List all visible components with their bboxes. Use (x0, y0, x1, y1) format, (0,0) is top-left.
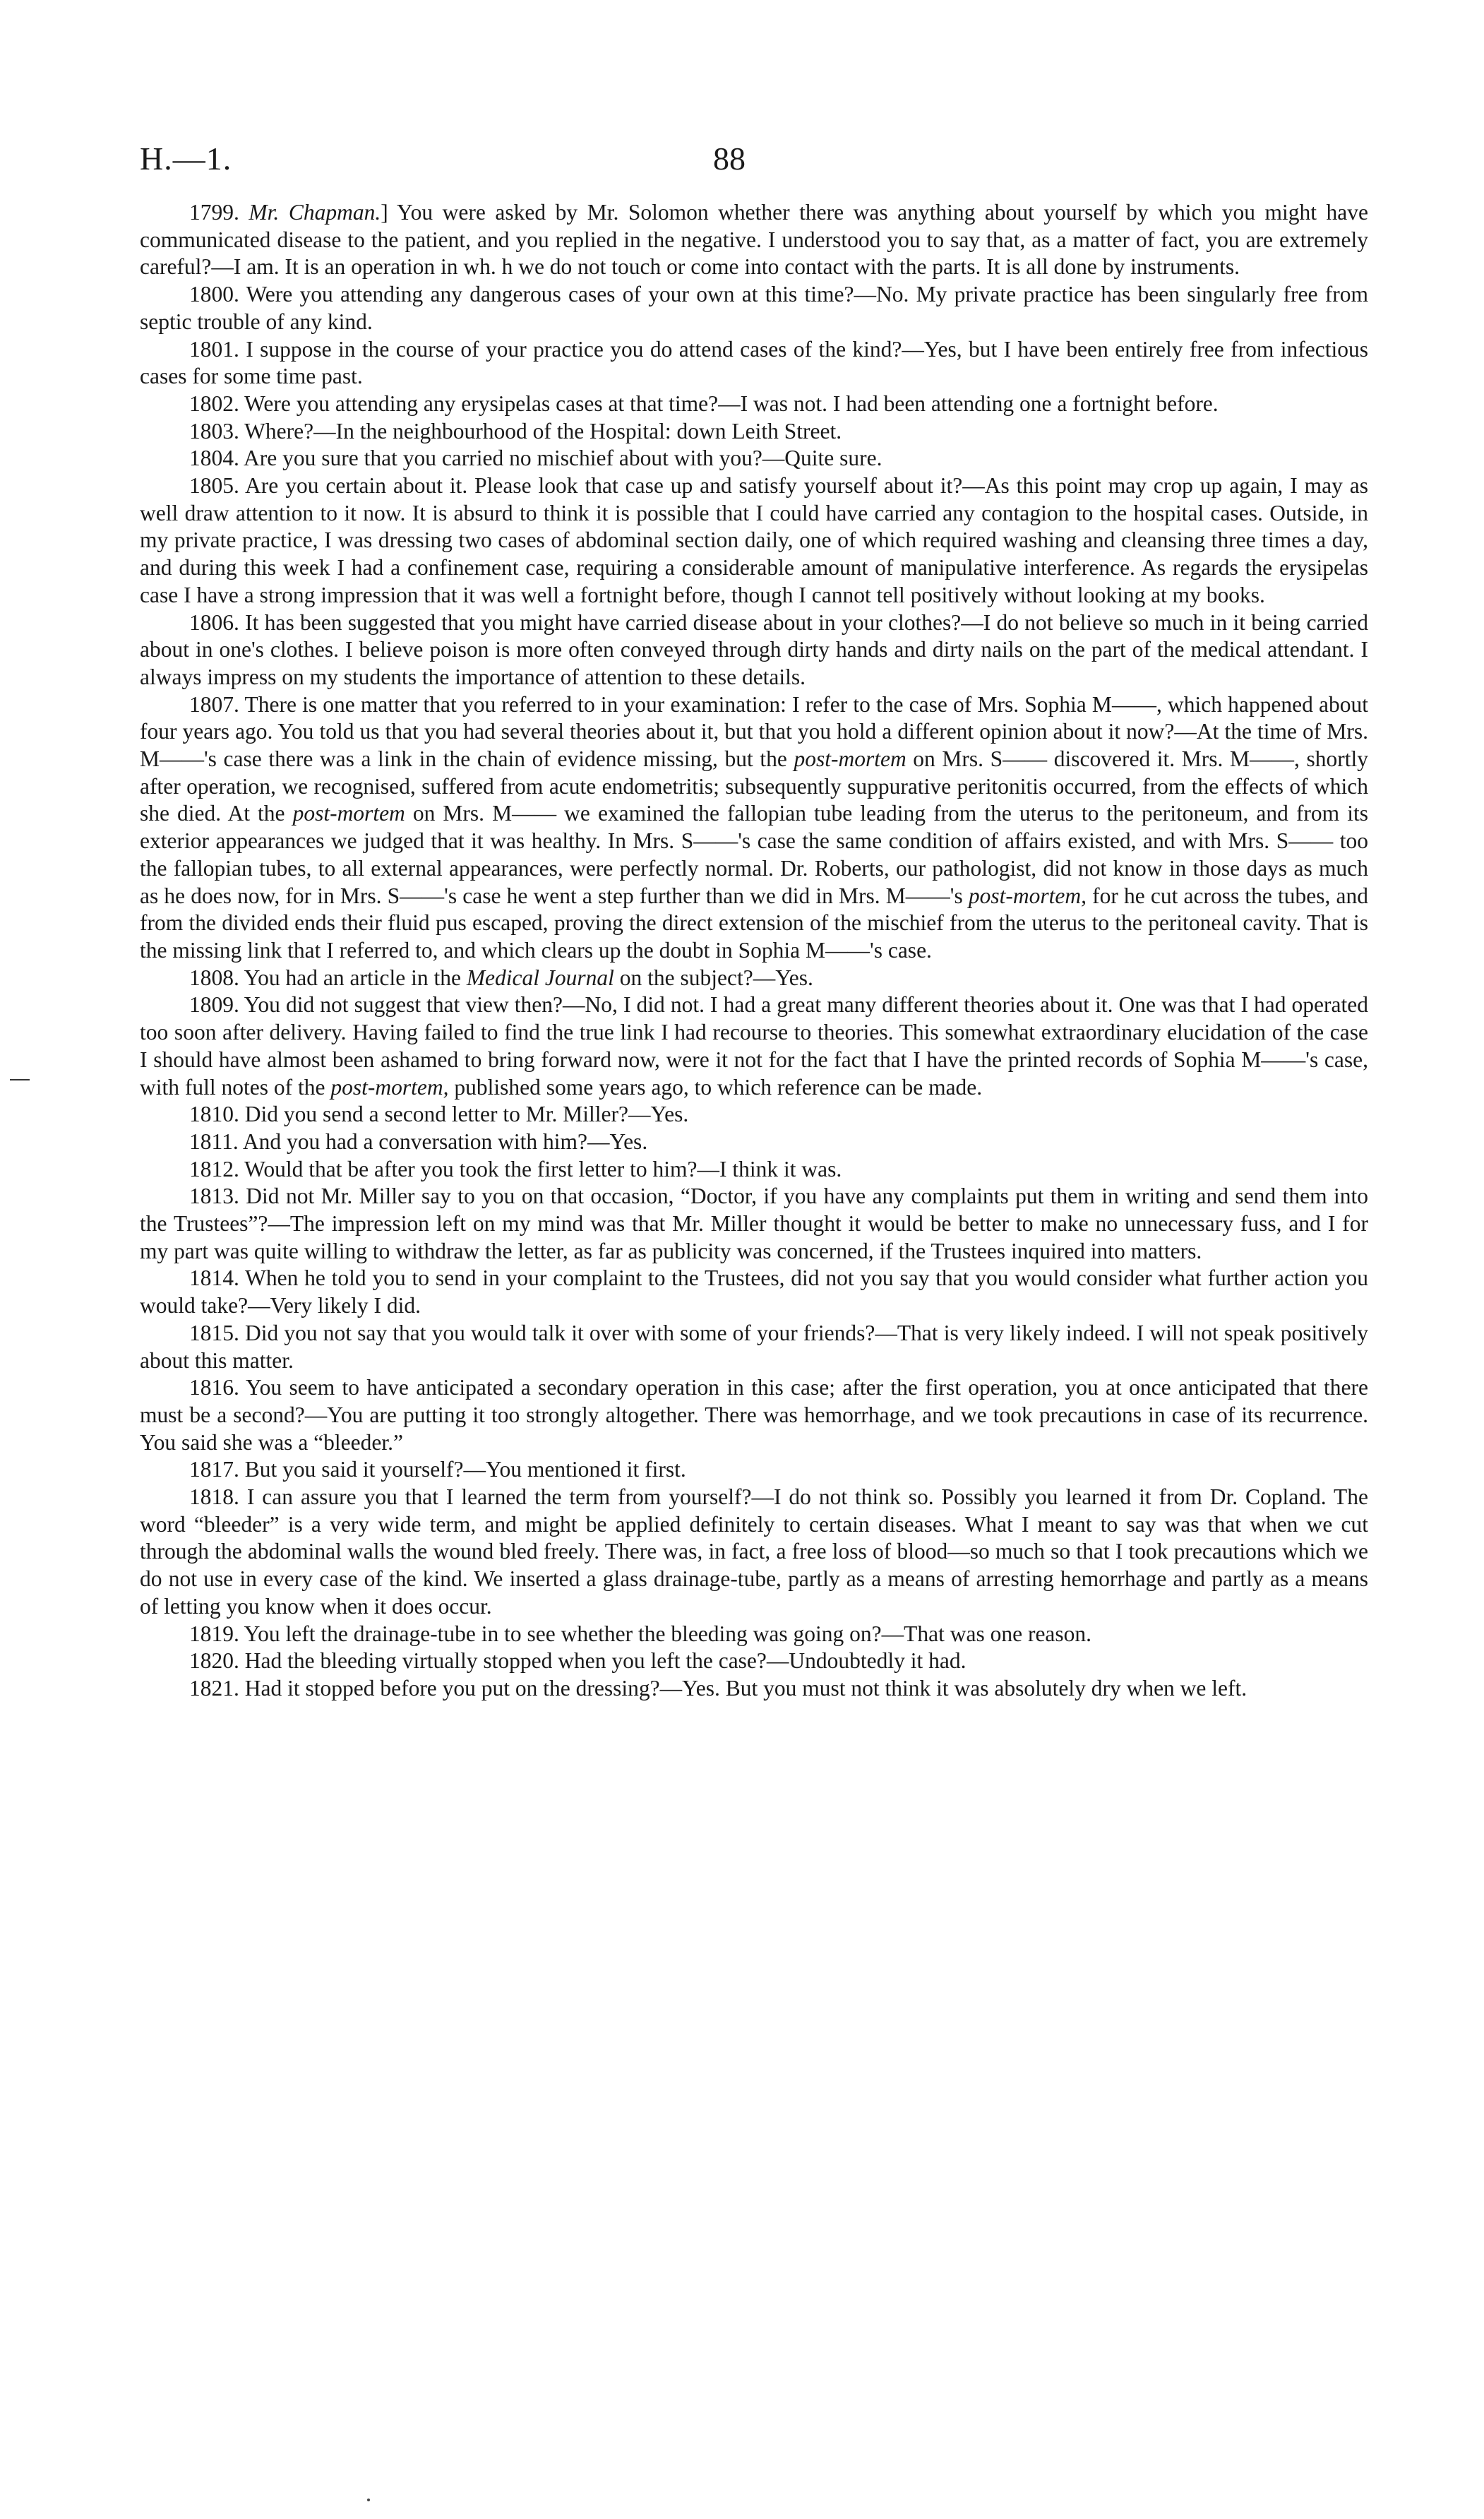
margin-mark (10, 1079, 30, 1080)
question-1806: 1806. It has been suggested that you might have carried disease about in your clothes?—I do not believe so much in it being carried about in one's clothes. I believe poison is more often conveyed through dirty hands and dirty nails on the part of the medical attendant. I always impress on my students the importance of attention to these details. (140, 609, 1368, 689)
series-reference: H.—1. (140, 141, 232, 177)
question-1810: 1810. Did you send a second letter to Mr. Miller?—Yes. (189, 1102, 689, 1127)
question-1812: 1812. Would that be after you took the first letter to him?—I think it was. (189, 1156, 842, 1181)
question-1820: 1820. Had the bleeding virtually stopped when you left the case?—Undoubtedly it had. (189, 1648, 967, 1674)
question-1800: 1800. Were you attending any dangerous cases of your own at this time?—No. My private practice has been singularly free from septic trouble of any kind. (140, 282, 1368, 334)
question-1817: 1817. But you said it yourself?—You mentioned it first. (189, 1457, 686, 1482)
speaker-name: Mr. Chapman. (249, 200, 381, 225)
question-1815: 1815. Did you not say that you would talk it over with some of your friends?—That is very likely indeed. I will not speak positively about this matter. (140, 1320, 1368, 1373)
question-1804: 1804. Are you sure that you carried no mischief about with you?—Quite sure. (189, 446, 882, 471)
question-1816: 1816. You seem to have anticipated a secondary operation in this case; after the first operation, you at once anticipated that there must be a second?—You are putting it too strongly altogether. There was hemorrhage, and we took precautions in case of its recurrence. You said she was a “bleeder.” (140, 1375, 1368, 1455)
question-1799: 1799. Mr. Chapman.] You were asked by Mr. Solomon whether there was anything about yourself by which you might have communicated disease to the patient, and you replied in the negative. I understood you to say that, as a matter of fact, you are extremely careful?—I am. It is an operation in wh. h we do not touch or come into contact with the parts. It is all done by instruments. (140, 200, 1368, 280)
page-number: 88 (713, 141, 746, 177)
ink-speck (367, 2499, 370, 2501)
question-1807: 1807. There is one matter that you referred to in your examination: I refer to the case of Mrs. Sophia M——, which happened about four years ago. You told us that you had several theories about it, but that you hold a different opinion about it now?—At the time of Mrs. M——'s case there was a link in the chain of evidence missing, but the post-mortem on Mrs. S—— discovered it. Mrs. M——, shortly after operation, we recognised, suffered from acute endometritis; subsequently suppurative peritonitis occurred, from the effects of which she died. At the post-mortem on Mrs. M—— we examined the fallopian tube leading from the uterus to the peritoneum, and from its exterior appearances we judged that it was healthy. In Mrs. S——'s case the same condition of affairs existed, and with Mrs. S—— too the fallopian tubes, to all external appearances, were perfectly normal. Dr. Roberts, our pathologist, did not know in those days as much as he does now, for in Mrs. S——'s case he went a step further than we did in Mrs. M——'s post-mortem, for he cut across the tubes, and from the divided ends their fluid pus escaped, proving the direct extension of the mischief from the uterus to the peritoneal cavity. That is the missing link that I referred to, and which clears up the doubt in Sophia M——'s case. (140, 691, 1369, 963)
question-1819: 1819. You left the drainage-tube in to see whether the bleeding was going on?—That was one reason. (189, 1621, 1092, 1646)
question-1805: 1805. Are you certain about it. Please look that case up and satisfy yourself about it?—As this point may crop up again, I may as well draw attention to it now. It is absurd to think it is possible that I could have carried any contagion to the hospital cases. Outside, in my private practice, I was dressing two cases of abdominal section daily, one of which required washing and cleansing three times a day, and during this week I had a confinement case, requiring a considerable amount of manipulative interference. As regards the erysipelas case I have a strong impression that it was well a fortnight before, though I cannot tell positively without looking at my books. (140, 473, 1368, 607)
question-1809: 1809. You did not suggest that view then?—No, I did not. I had a great many different theories about it. One was that I had operated too soon after delivery. Having failed to find the true link I had recourse to theories. This somewhat extraordinary elucidation of the case I should have almost been ashamed to bring forward now, were it not for the fact that I have the printed records of Sophia M——'s case, with full notes of the post-mortem, published some years ago, to which reference can be made. (140, 992, 1368, 1100)
question-1818: 1818. I can assure you that I learned the term from yourself?—I do not think so. Possibly you learned it from Dr. Copland. The word “bleeder” is a very wide term, and might be applied definitely to certain diseases. What I meant to say was that when we cut through the abdominal walls the wound bled freely. There was, in fact, a free loss of blood—so much so that I took precautions which we do not use in every case of the kind. We inserted a glass drainage-tube, partly as a means of arresting hemorrhage and partly as a means of letting you know when it does occur. (140, 1484, 1368, 1619)
question-1811: 1811. And you had a conversation with him?—Yes. (189, 1129, 648, 1154)
question-1803: 1803. Where?—In the neighbourhood of the Hospital: down Leith Street. (189, 418, 842, 443)
question-1813: 1813. Did not Mr. Miller say to you on that occasion, “Doctor, if you have any complaints put them in writing and send them into the Trustees”?—The impression left on my mind was that Mr. Miller thought it would be better to make no unnecessary fuss, and I for my part was quite willing to withdraw the letter, as far as publicity was concerned, if the Trustees inquired into matters. (140, 1184, 1368, 1263)
question-1802: 1802. Were you attending any erysipelas cases at that time?—I was not. I had been attending one a fortnight before. (189, 391, 1219, 416)
question-1801: 1801. I suppose in the course of your practice you do attend cases of the kind?—Yes, but I have been entirely free from infectious cases for some time past. (140, 336, 1368, 389)
question-1814: 1814. When he told you to send in your complaint to the Trustees, did not you say that you would consider what further action you would take?—Very likely I did. (140, 1266, 1368, 1318)
question-1821: 1821. Had it stopped before you put on the dressing?—Yes. But you must not think it was absolutely dry when we left. (189, 1675, 1247, 1701)
question-1808: 1808. You had an article in the Medical Journal on the subject?—Yes. (189, 965, 813, 990)
testimony-body (140, 199, 1368, 1703)
